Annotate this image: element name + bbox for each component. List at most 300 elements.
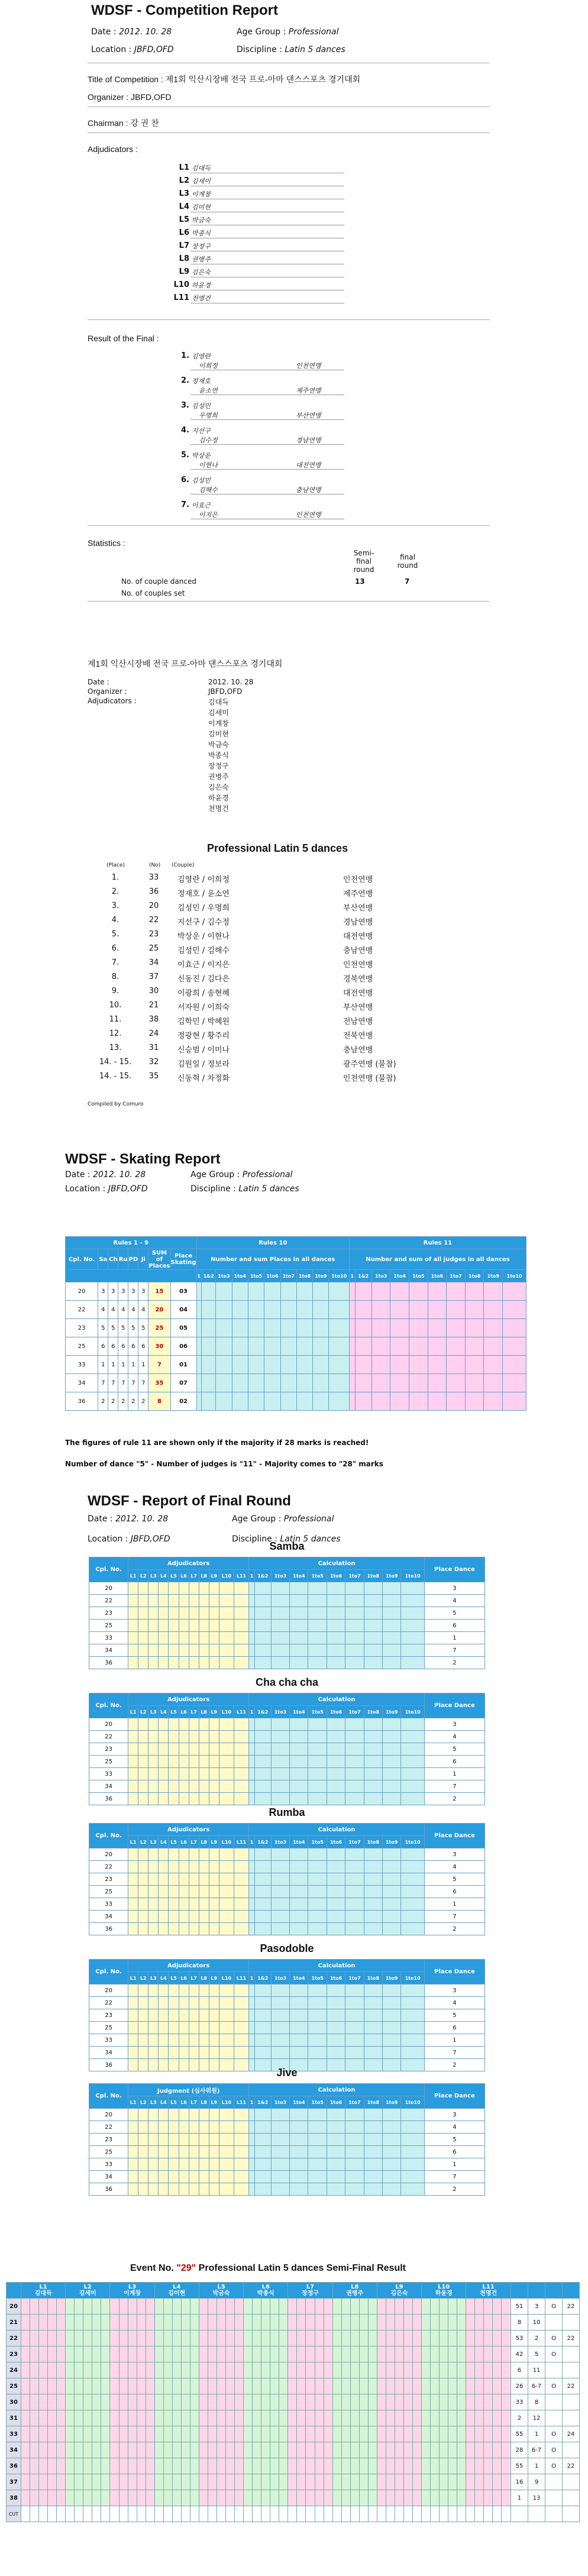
calc-cell bbox=[327, 2022, 345, 2034]
table-row bbox=[89, 1873, 485, 1886]
calc-cell bbox=[401, 2022, 425, 2034]
rule10-cell bbox=[280, 1392, 296, 1411]
judge-mark bbox=[138, 1793, 148, 1805]
semi-final-pass bbox=[545, 2474, 563, 2490]
calc-cell bbox=[382, 2146, 400, 2158]
calc-cell bbox=[327, 1632, 345, 1644]
judge-header bbox=[244, 2283, 288, 2299]
judge-mark bbox=[148, 1743, 159, 1756]
semi-marks: 22 bbox=[563, 2331, 580, 2346]
cut-cell bbox=[413, 2506, 422, 2522]
dance-place: 5 bbox=[118, 1319, 128, 1337]
judge-mark bbox=[169, 1997, 179, 2009]
calc-cell bbox=[364, 1923, 382, 1935]
semi-mark bbox=[261, 2378, 270, 2394]
place-dance: 1 bbox=[424, 1632, 484, 1644]
judge-mark bbox=[148, 1873, 159, 1886]
cut-cell bbox=[57, 2506, 66, 2522]
judge-mark bbox=[209, 2171, 219, 2183]
place-dance: 2 bbox=[424, 1793, 484, 1805]
semi-mark bbox=[75, 2362, 83, 2378]
semi-mark bbox=[119, 2426, 128, 2442]
judge-mark bbox=[138, 1756, 148, 1768]
calc-cell bbox=[254, 2047, 271, 2059]
semi-mark bbox=[306, 2362, 315, 2378]
semi-mark bbox=[403, 2442, 412, 2458]
judge-mark bbox=[148, 1657, 159, 1669]
rule11-cell bbox=[428, 1392, 447, 1411]
dance-place: 1 bbox=[118, 1356, 128, 1374]
cpl-number: 36 bbox=[89, 2059, 128, 2071]
judge-mark bbox=[159, 2009, 169, 2022]
judge-mark bbox=[209, 1743, 219, 1756]
judge-col: L4 bbox=[159, 1972, 169, 1984]
calc-cell bbox=[364, 1657, 382, 1669]
calc-cell bbox=[271, 1873, 289, 1886]
judge-mark bbox=[179, 1886, 189, 1898]
semi-mark bbox=[332, 2458, 341, 2474]
calc-cell bbox=[364, 1886, 382, 1898]
place-dance: 7 bbox=[424, 1911, 484, 1923]
judge-col: L7 bbox=[189, 1972, 199, 1984]
semi-mark bbox=[288, 2362, 297, 2378]
judge-mark bbox=[234, 1718, 248, 1731]
semi-mark bbox=[217, 2315, 226, 2331]
judge-mark bbox=[138, 1743, 148, 1756]
calc-cell bbox=[401, 1595, 425, 1607]
results-adjudicator: 이계창 bbox=[208, 719, 229, 728]
calc-cell bbox=[382, 1632, 400, 1644]
place-dance-header: Place Dance bbox=[424, 1960, 484, 1984]
rule11-cell bbox=[349, 1374, 355, 1392]
result-place: 2. bbox=[111, 887, 119, 896]
calc-cell bbox=[327, 1731, 345, 1743]
results-adjudicator: 김세미 bbox=[208, 709, 229, 717]
semi-mark bbox=[163, 2346, 172, 2362]
semi-mark bbox=[386, 2458, 395, 2474]
calc-cell bbox=[345, 1768, 364, 1780]
semi-mark bbox=[484, 2331, 493, 2346]
cpl-number: 20 bbox=[89, 1582, 128, 1595]
semi-mark bbox=[493, 2331, 502, 2346]
semi-mark bbox=[502, 2410, 511, 2426]
judge-mark bbox=[138, 2047, 148, 2059]
semi-mark bbox=[253, 2378, 261, 2394]
semi-mark bbox=[502, 2426, 511, 2442]
judge-mark bbox=[209, 1768, 219, 1780]
semi-mark bbox=[137, 2378, 146, 2394]
semi-mark bbox=[475, 2315, 484, 2331]
judge-mark bbox=[219, 2134, 234, 2146]
semi-mark bbox=[208, 2315, 217, 2331]
calc-cell bbox=[345, 2034, 364, 2047]
judge-mark bbox=[148, 1595, 159, 1607]
judge-mark bbox=[138, 2134, 148, 2146]
semi-mark bbox=[288, 2394, 297, 2410]
semi-mark bbox=[48, 2410, 57, 2426]
place-dance: 7 bbox=[424, 2171, 484, 2183]
calc-cell bbox=[382, 1898, 400, 1911]
semi-mark bbox=[306, 2426, 315, 2442]
result-number: 35 bbox=[148, 1072, 159, 1081]
calc-cell bbox=[364, 1997, 382, 2009]
calc-cell bbox=[290, 1780, 308, 1793]
rule10-cell bbox=[216, 1319, 232, 1337]
semi-mark bbox=[253, 2299, 261, 2315]
cpl-number: 25 bbox=[7, 2378, 21, 2394]
calc-cell bbox=[290, 2009, 308, 2022]
dance-table bbox=[89, 1693, 485, 1805]
semi-mark bbox=[235, 2315, 244, 2331]
semi-mark bbox=[119, 2362, 128, 2378]
judge-col: L7 bbox=[189, 1570, 199, 1582]
semi-mark bbox=[377, 2410, 386, 2426]
semi-mark bbox=[75, 2458, 83, 2474]
calc-cell bbox=[345, 1595, 364, 1607]
calc-cell bbox=[401, 1644, 425, 1657]
judge-code: L7 bbox=[306, 2284, 315, 2290]
semi-mark bbox=[66, 2378, 75, 2394]
sum-of-places: 30 bbox=[148, 1337, 170, 1356]
skating-place: 01 bbox=[170, 1356, 196, 1374]
semi-mark bbox=[137, 2362, 146, 2378]
final-club: 충남연맹 bbox=[296, 486, 321, 494]
judge-name: 김은숙 bbox=[390, 2290, 408, 2297]
place-dance: 5 bbox=[424, 2009, 484, 2022]
calc-cell bbox=[290, 1718, 308, 1731]
judge-mark bbox=[219, 2171, 234, 2183]
semi-mark bbox=[422, 2458, 431, 2474]
semi-mark bbox=[297, 2331, 306, 2346]
semi-mark bbox=[21, 2394, 30, 2410]
judge-mark bbox=[169, 1718, 179, 1731]
calc-cell bbox=[364, 1632, 382, 1644]
judge-col: L8 bbox=[199, 2096, 209, 2109]
judge-mark bbox=[189, 2146, 199, 2158]
judge-mark bbox=[169, 1595, 179, 1607]
judge-mark bbox=[159, 1997, 169, 2009]
judge-mark bbox=[219, 1898, 234, 1911]
semi-mark bbox=[279, 2331, 288, 2346]
semi-mark bbox=[475, 2490, 484, 2506]
calc-cell bbox=[382, 1923, 400, 1935]
judge-mark bbox=[234, 1756, 248, 1768]
dance-place: 4 bbox=[98, 1301, 108, 1319]
calc-cell bbox=[271, 1768, 289, 1780]
semi-mark bbox=[83, 2410, 92, 2426]
cut-cell bbox=[332, 2506, 341, 2522]
stats-danced-semi: 13 bbox=[355, 577, 365, 586]
semi-mark bbox=[403, 2458, 412, 2474]
semi-mark bbox=[217, 2362, 226, 2378]
judge-mark bbox=[148, 1620, 159, 1632]
judge-mark bbox=[179, 2022, 189, 2034]
judge-mark bbox=[219, 1923, 234, 1935]
semi-mark bbox=[386, 2490, 395, 2506]
cpl-number: 22 bbox=[89, 1595, 128, 1607]
semi-mark bbox=[146, 2315, 154, 2331]
semi-place: 6-7 bbox=[528, 2378, 545, 2394]
adjudicators-header: Adjudicators bbox=[128, 1693, 249, 1706]
judge-mark bbox=[179, 2146, 189, 2158]
semi-final-pass: O bbox=[545, 2426, 563, 2442]
calc-col: 1to4 bbox=[290, 1972, 308, 1984]
semi-mark bbox=[466, 2331, 475, 2346]
semi-mark bbox=[403, 2394, 412, 2410]
adjudicator-name: 박금숙 bbox=[192, 216, 211, 224]
semi-mark bbox=[128, 2299, 137, 2315]
judge-mark bbox=[148, 1911, 159, 1923]
semi-mark bbox=[324, 2331, 332, 2346]
semi-mark bbox=[235, 2378, 244, 2394]
table-row bbox=[89, 1657, 485, 1669]
calc-col: 1to3 bbox=[271, 1972, 289, 1984]
cpl-header: Cpl. No. bbox=[89, 1693, 128, 1718]
calc-col: 1to8 bbox=[364, 1972, 382, 1984]
judge-mark bbox=[159, 1793, 169, 1805]
judge-mark bbox=[128, 1898, 138, 1911]
judge-mark bbox=[128, 2158, 138, 2171]
calc-cell bbox=[290, 1984, 308, 1997]
calc-cell bbox=[290, 1848, 308, 1861]
semi-mark bbox=[190, 2426, 199, 2442]
result-club: 대전연맹 bbox=[343, 932, 373, 941]
calc-cell bbox=[345, 1873, 364, 1886]
judge-mark bbox=[189, 1984, 199, 1997]
judge-mark bbox=[169, 2121, 179, 2134]
semi-mark bbox=[244, 2458, 253, 2474]
semi-mark bbox=[413, 2299, 422, 2315]
dance-place: 4 bbox=[118, 1301, 128, 1319]
semi-mark bbox=[190, 2490, 199, 2506]
rule10-cell bbox=[329, 1282, 349, 1301]
cpl-number: 34 bbox=[66, 1374, 98, 1392]
judge-mark bbox=[128, 1595, 138, 1607]
table-row bbox=[89, 1923, 485, 1935]
judge-mark bbox=[209, 2022, 219, 2034]
table-row bbox=[89, 1582, 485, 1595]
final-name-1: 이효근 bbox=[192, 502, 211, 509]
judge-mark bbox=[179, 1768, 189, 1780]
table-row bbox=[7, 2346, 580, 2362]
cut-cell bbox=[146, 2506, 154, 2522]
judge-mark bbox=[169, 2183, 179, 2196]
semi-mark bbox=[190, 2315, 199, 2331]
judge-mark bbox=[128, 2171, 138, 2183]
dance-title: Cha cha cha bbox=[255, 1676, 319, 1688]
table-row bbox=[89, 1861, 485, 1873]
semi-place: 5 bbox=[528, 2346, 545, 2362]
adjudicators-header: Adjudicators bbox=[128, 1960, 249, 1972]
judge-col: L3 bbox=[148, 1706, 159, 1718]
calc-col: 1to4 bbox=[290, 1570, 308, 1582]
calc-cell bbox=[290, 1756, 308, 1768]
semi-mark bbox=[261, 2490, 270, 2506]
semi-mark bbox=[39, 2346, 48, 2362]
semi-mark bbox=[66, 2362, 75, 2378]
semi-mark bbox=[288, 2331, 297, 2346]
rule10-cell bbox=[296, 1301, 312, 1319]
semi-mark bbox=[422, 2299, 431, 2315]
semi-mark bbox=[163, 2490, 172, 2506]
rule11-cell bbox=[465, 1319, 484, 1337]
place-dance: 5 bbox=[424, 1743, 484, 1756]
semi-mark bbox=[431, 2490, 440, 2506]
cut-cell bbox=[190, 2506, 199, 2522]
judge-mark bbox=[169, 1984, 179, 1997]
judge-mark bbox=[199, 1886, 209, 1898]
judge-col: L3 bbox=[148, 1972, 159, 1984]
semi-mark bbox=[324, 2458, 332, 2474]
judge-mark bbox=[219, 1644, 234, 1657]
calc-cell bbox=[345, 1997, 364, 2009]
result-number: 32 bbox=[148, 1058, 159, 1066]
table-row bbox=[89, 1718, 485, 1731]
judge-mark bbox=[189, 1768, 199, 1780]
rule11-cell bbox=[409, 1392, 428, 1411]
judge-mark bbox=[189, 2158, 199, 2171]
semi-mark bbox=[181, 2426, 190, 2442]
calc-cell bbox=[271, 1657, 289, 1669]
semi-mark bbox=[395, 2442, 403, 2458]
semi-mark bbox=[475, 2299, 484, 2315]
calc-col: 1&2 bbox=[254, 1706, 271, 1718]
judge-col: L8 bbox=[199, 1972, 209, 1984]
semi-mark bbox=[217, 2299, 226, 2315]
judge-mark bbox=[209, 2134, 219, 2146]
stats-couples-set: No. of couples set bbox=[121, 589, 185, 597]
judge-mark bbox=[179, 1873, 189, 1886]
table-row bbox=[89, 1607, 485, 1620]
results-adjudicator: 장정구 bbox=[208, 762, 229, 770]
semi-mark bbox=[244, 2346, 253, 2362]
calc-cell bbox=[364, 2158, 382, 2171]
results-adjudicator: 박종식 bbox=[208, 751, 229, 759]
result-couple: 김성민 / 김해수 bbox=[177, 946, 230, 955]
place-dance-header: Place Dance bbox=[424, 1824, 484, 1848]
semi-mark bbox=[172, 2410, 181, 2426]
calc-cell bbox=[382, 1644, 400, 1657]
result-place: 14. - 15. bbox=[99, 1058, 132, 1066]
calc-cell bbox=[249, 2121, 255, 2134]
semi-mark bbox=[57, 2315, 66, 2331]
semi-mark bbox=[422, 2331, 431, 2346]
calc-cell bbox=[382, 1607, 400, 1620]
rule11-cell bbox=[503, 1392, 526, 1411]
result-number: 36 bbox=[148, 887, 159, 896]
final-place: 1. bbox=[181, 351, 189, 360]
dance-place: 3 bbox=[118, 1282, 128, 1301]
semi-mark bbox=[154, 2299, 163, 2315]
judge-mark bbox=[128, 1756, 138, 1768]
judge-mark bbox=[179, 1793, 189, 1805]
judge-code: L9 bbox=[395, 2284, 403, 2290]
semi-mark bbox=[457, 2394, 466, 2410]
judge-mark bbox=[219, 2047, 234, 2059]
final-name-2: 우명희 bbox=[199, 412, 218, 419]
cpl-number: 33 bbox=[7, 2426, 21, 2442]
judge-mark bbox=[179, 2034, 189, 2047]
dance-header: Ji bbox=[138, 1249, 148, 1270]
cut-cell bbox=[30, 2506, 39, 2522]
judge-col: L2 bbox=[138, 1570, 148, 1582]
semi-mark bbox=[146, 2410, 154, 2426]
judge-mark bbox=[148, 1861, 159, 1873]
semi-mark bbox=[83, 2474, 92, 2490]
calc-cell bbox=[327, 1620, 345, 1632]
calc-cell bbox=[249, 1861, 255, 1873]
semi-mark bbox=[83, 2458, 92, 2474]
semi-mark bbox=[288, 2474, 297, 2490]
judge-mark bbox=[189, 1756, 199, 1768]
semi-grid bbox=[6, 2282, 580, 2522]
semi-mark bbox=[128, 2346, 137, 2362]
calc-cell bbox=[290, 1768, 308, 1780]
calc-col-header: 1to7 bbox=[447, 1270, 466, 1282]
semi-place: 9 bbox=[528, 2474, 545, 2490]
judge-col: L10 bbox=[219, 1836, 234, 1848]
semi-mark bbox=[297, 2362, 306, 2378]
semi-mark bbox=[448, 2378, 457, 2394]
cut-cell bbox=[253, 2506, 261, 2522]
semi-mark bbox=[297, 2299, 306, 2315]
semi-mark bbox=[83, 2315, 92, 2331]
judge-mark bbox=[148, 1731, 159, 1743]
place-dance: 2 bbox=[424, 1657, 484, 1669]
calc-cell bbox=[271, 1644, 289, 1657]
calc-cell bbox=[290, 2034, 308, 2047]
semi-mark bbox=[440, 2346, 448, 2362]
semi-mark bbox=[261, 2442, 270, 2458]
calc-cell bbox=[401, 2171, 425, 2183]
result-club: 제주연맹 bbox=[343, 890, 373, 898]
judge-mark bbox=[189, 1718, 199, 1731]
rule11-cell bbox=[428, 1337, 447, 1356]
calc-cell bbox=[382, 2034, 400, 2047]
calc-cell bbox=[345, 2183, 364, 2196]
rule11-cell bbox=[355, 1374, 371, 1392]
calc-cell bbox=[249, 1731, 255, 1743]
calc-cell bbox=[364, 2047, 382, 2059]
calc-cell bbox=[249, 2047, 255, 2059]
judge-mark bbox=[138, 1861, 148, 1873]
calc-col: 1to9 bbox=[382, 2096, 400, 2109]
calc-cell bbox=[271, 2171, 289, 2183]
rule10-cell bbox=[313, 1356, 329, 1374]
result-place: 6. bbox=[111, 944, 119, 953]
semi-mark bbox=[57, 2458, 66, 2474]
cpl-header: Cpl. No. bbox=[89, 2084, 128, 2109]
judge-mark bbox=[199, 2171, 209, 2183]
calc-cell bbox=[271, 2183, 289, 2196]
semi-mark bbox=[279, 2410, 288, 2426]
cpl-number: 34 bbox=[7, 2442, 21, 2458]
final-name-2: 이희정 bbox=[199, 362, 218, 370]
semi-mark bbox=[39, 2474, 48, 2490]
semi-mark bbox=[279, 2315, 288, 2331]
calc-col-header: 1to4 bbox=[232, 1270, 248, 1282]
cut-cell bbox=[137, 2506, 146, 2522]
semi-mark bbox=[30, 2490, 39, 2506]
semi-mark bbox=[253, 2410, 261, 2426]
cpl-number: 36 bbox=[89, 1793, 128, 1805]
calc-cell bbox=[271, 2109, 289, 2121]
rule10-cell bbox=[313, 1282, 329, 1301]
semi-mark bbox=[466, 2346, 475, 2362]
cut-cell bbox=[21, 2506, 30, 2522]
judge-col: L2 bbox=[138, 1706, 148, 1718]
calc-cell bbox=[290, 2171, 308, 2183]
